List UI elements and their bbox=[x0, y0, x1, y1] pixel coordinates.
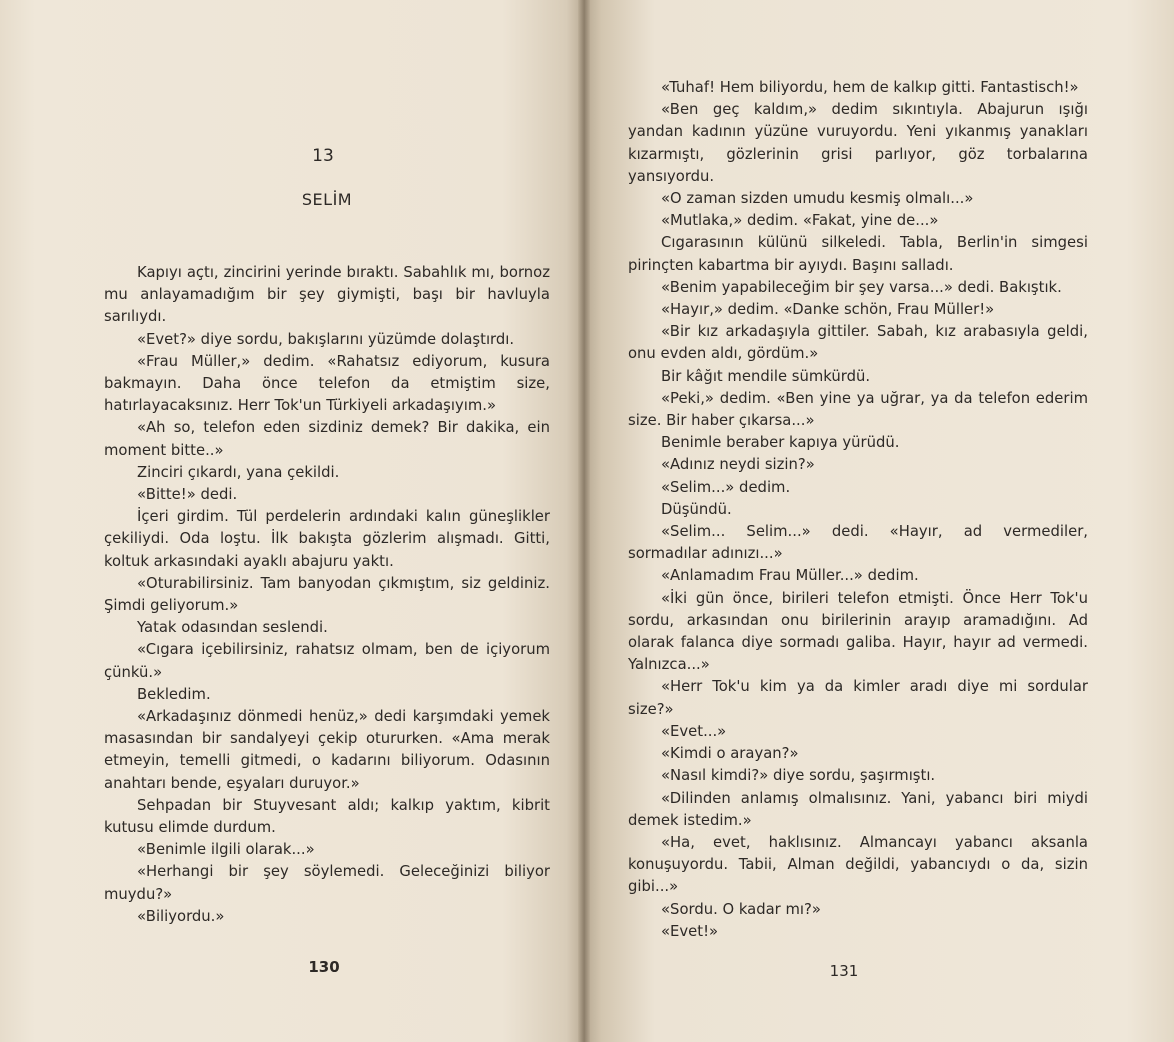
paragraph: «Bir kız arkadaşıyla gittiler. Sabah, kız arabasıyla geldi, onu evden aldı, gördüm.» bbox=[628, 323, 1088, 363]
paragraph: Zinciri çıkardı, yana çekildi. bbox=[137, 463, 340, 481]
paragraph: «Peki,» dedim. «Ben yine ya uğrar, ya da telefon ederim size. Bir haber çıkarsa...» bbox=[628, 389, 1088, 430]
left-page bbox=[0, 0, 584, 1042]
paragraph: «Hayır,» dedim. «Danke schön, Frau Müller!» bbox=[661, 301, 995, 319]
paragraph: «Selim...» dedim. bbox=[661, 478, 791, 496]
paragraph: «Nasıl kimdi?» diye sordu, şaşırmıştı. bbox=[661, 767, 936, 785]
chapter-number: 13 bbox=[312, 146, 334, 166]
paragraph: «Herr Tok'u kim ya da kimler aradı diye mi sordular size?» bbox=[628, 678, 1088, 718]
paragraph: «Sordu. O kadar mı?» bbox=[661, 900, 821, 918]
paragraph: «Dilinden anlamış olmalısınız. Yani, yabancı biri miydi demek istedim.» bbox=[628, 789, 1088, 829]
paragraph: Bir kâğıt mendile sümkürdü. bbox=[661, 367, 871, 385]
right-page-body bbox=[628, 77, 1088, 943]
paragraph: Bekledim. bbox=[137, 685, 211, 703]
paragraph: «Bitte!» dedi. bbox=[137, 486, 238, 504]
paragraph: «Herhangi bir şey söylemedi. Geleceğinizi biliyor muydu?» bbox=[104, 863, 550, 903]
paragraph: «Oturabilirsiniz. Tam banyodan çıkmıştım, siz geldiniz. Şimdi geliyorum.» bbox=[104, 574, 550, 615]
paragraph: «Evet?» diye sordu, bakışlarını yüzümde dolaştırdı. bbox=[137, 330, 515, 348]
paragraph: «Evet...» bbox=[661, 722, 727, 740]
paragraph: İçeri girdim. Tül perdelerin ardındaki kalın güneşlikler çekiliydi. Oda loştu. İlk bakışta gözlerim alışmadı. Gitti, koltuk arkasındaki ayaklı abajuru yaktı. bbox=[104, 508, 550, 570]
paragraph: «Biliyordu.» bbox=[137, 907, 225, 925]
paragraph: Yatak odasından seslendi. bbox=[137, 619, 328, 637]
paragraph: «İki gün önce, birileri telefon etmişti. Önce Herr Tok'u sordu, arkasından onu birilerinin arayıp aramadığını. Ad olarak falanca diye sormadı galiba. Hayır, hayır ad vermedi. Yalnızca...» bbox=[628, 589, 1088, 674]
paragraph: Cıgarasının külünü silkeledi. Tabla, Berlin'in simgesi pirinçten kabartma bir ayıydı. Başını salladı. bbox=[628, 234, 1088, 274]
paragraph: Benimle beraber kapıya yürüdü. bbox=[661, 434, 900, 452]
paragraph: «Mutlaka,» dedim. «Fakat, yine de...» bbox=[661, 212, 939, 230]
chapter-title: SELİM bbox=[301, 190, 353, 209]
left-page-body bbox=[104, 262, 550, 928]
paragraph: «Frau Müller,» dedim. «Rahatsız ediyorum, kusura bakmayın. Daha önce telefon da etmiştim size, hatırlayacaksınız. Herr Tok'un Türkiyeli arkadaşıyım.» bbox=[104, 352, 550, 415]
book-gutter bbox=[578, 0, 590, 1042]
paragraph: «Selim... Selim...» dedi. «Hayır, ad vermediler, sormadılar adınızı...» bbox=[628, 523, 1088, 563]
page-number-left: 130 bbox=[308, 958, 340, 976]
paragraph: Sehpadan bir Stuyvesant aldı; kalkıp yaktım, kibrit kutusu elimde durdum. bbox=[104, 796, 550, 837]
paragraph: Kapıyı açtı, zincirini yerinde bıraktı. Sabahlık mı, bornoz mu anlayamadığım bir şey giymişti, başı bir havluyla sarılıydı. bbox=[104, 264, 550, 326]
paragraph: «Ha, evet, haklısınız. Almancayı yabancı aksanla konuşuyordu. Tabii, Alman değildi, yabancıydı o da, sizin gibi...» bbox=[628, 833, 1088, 896]
paragraph: «Adınız neydi sizin?» bbox=[661, 456, 815, 474]
paragraph: «O zaman sizden umudu kesmiş olmalı...» bbox=[661, 190, 974, 208]
page-number-right: 131 bbox=[829, 962, 859, 980]
paragraph: «Evet!» bbox=[661, 922, 719, 940]
paragraph: «Ben geç kaldım,» dedim sıkıntıyla. Abajurun ışığı yandan kadının yüzüne vuruyordu. Yeni yıkanmış yanakları kızarmıştı, gözlerinin grisi parlıyor, göz torbalarına yansıyordu. bbox=[628, 101, 1088, 185]
paragraph: «Ah so, telefon eden sizdiniz demek? Bir dakika, ein moment bitte..» bbox=[104, 419, 550, 459]
paragraph: «Benimle ilgili olarak...» bbox=[137, 841, 315, 859]
paragraph: «Anlamadım Frau Müller...» dedim. bbox=[661, 567, 919, 585]
paragraph: «Cıgara içebilirsiniz, rahatsız olmam, ben de içiyorum çünkü.» bbox=[104, 641, 550, 681]
paragraph: «Arkadaşınız dönmedi henüz,» dedi karşımdaki yemek masasından bir sandalyeyi çekip otururken. «Ama merak etmeyin, temelli gitmedi, o kadarını biliyorum. Odasının anahtarı bende, eşyaları duruyor.» bbox=[104, 708, 550, 792]
paragraph: «Kimdi o arayan?» bbox=[661, 745, 799, 763]
paragraph: «Tuhaf! Hem biliyordu, hem de kalkıp gitti. Fantastisch!» bbox=[661, 79, 1079, 96]
paragraph: «Benim yapabileceğim bir şey varsa...» dedi. Bakıştık. bbox=[661, 278, 1062, 296]
paragraph: Düşündü. bbox=[661, 500, 732, 518]
